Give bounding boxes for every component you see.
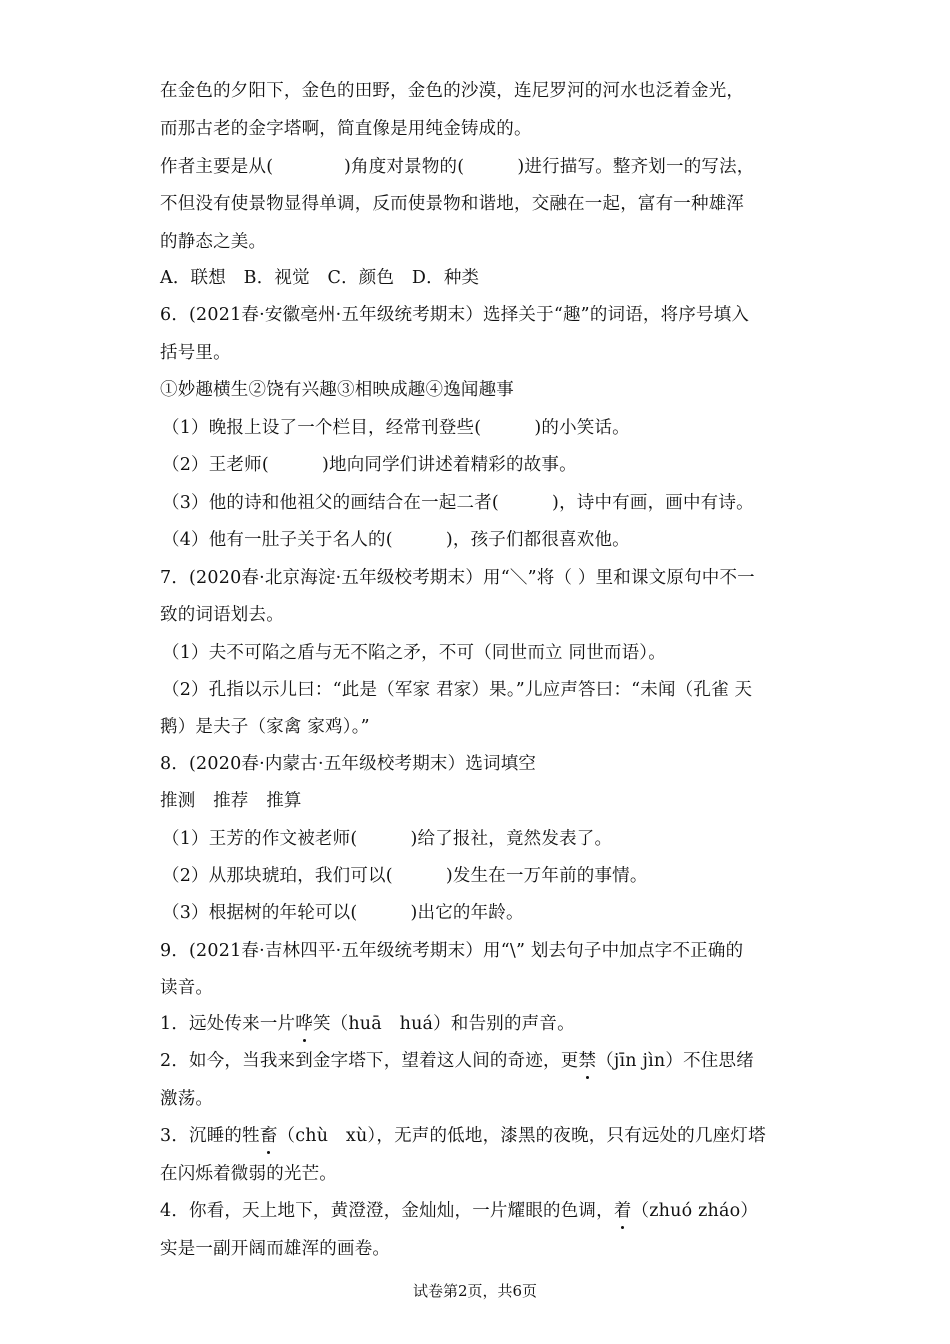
text-line: 致的词语划去。: [160, 605, 284, 625]
sub-question: [160, 1198, 800, 1224]
question-7-title: 7．(2020春·北京海淀·五年级校考期末）用“＼”将（ ）里和课文原句中不一: [160, 568, 755, 588]
text-segment: （chù xù），无声的低地，漆黑的夜晚，只有远处的几座灯塔: [277, 1126, 766, 1146]
sub-question: （3）他的诗和他祖父的画结合在一起二者( )，诗中有画，画中有诗。: [162, 493, 754, 513]
sub-question: [160, 1123, 800, 1149]
text-line: 而那古老的金字塔啊，简直像是用纯金铸成的。: [160, 119, 532, 139]
sub-question: （2）孔指以示儿曰：“此是（军家 君家）果。”儿应声答曰：“未闻（孔雀 天: [162, 680, 753, 700]
question-6-title: 6．(2021春·安徽亳州·五年级统考期末）选择关于“趣”的词语，将序号填入: [160, 305, 750, 325]
text-line: 的静态之美。: [160, 232, 267, 252]
word-options: ①妙趣横生②饶有兴趣③相映成趣④逸闻趣事: [160, 380, 514, 400]
sub-question: （2）从那块琥珀，我们可以( )发生在一万年前的事情。: [162, 866, 648, 886]
text-line: 激荡。: [160, 1089, 214, 1109]
sub-question: （2）王老师( )地向同学们讲述着精彩的故事。: [162, 455, 577, 475]
sub-question: [160, 1048, 800, 1074]
text-segment: 2．如今，当我来到金字塔下，望着这人间的奇迹，更: [160, 1051, 579, 1071]
sub-question: （4）他有一肚子关于名人的( )，孩子们都很喜欢他。: [162, 530, 630, 550]
page-footer: 试卷第2页，共6页: [412, 1282, 538, 1300]
sub-question: （1）夫不可陷之盾与无不陷之矛，不可（同世而立 同世而语）。: [162, 643, 666, 663]
text-segment: （jīn jìn）不住思绪: [596, 1051, 754, 1071]
word-options: 推测 推荐 推算: [160, 791, 302, 811]
question-9-title: 9．(2021春·吉林四平·五年级统考期末）用“\” 划去句子中加点字不正确的: [160, 941, 744, 961]
text-line: 读音。: [160, 978, 214, 998]
dotted-character: 哗: [295, 1011, 313, 1037]
sub-question: （3）根据树的年轮可以( )出它的年龄。: [162, 903, 524, 923]
text-line: 不但没有使景物显得单调，反而使景物和谐地，交融在一起，富有一种雄浑: [160, 194, 745, 214]
text-segment: （zhuó zháo）: [631, 1201, 759, 1221]
text-segment: 1．远处传来一片: [160, 1014, 296, 1034]
text-segment: 笑（huā huá）和告别的声音。: [312, 1014, 575, 1034]
text-line: 作者主要是从( )角度对景物的( )进行描写。整齐划一的写法，: [160, 157, 755, 177]
sub-question: （1）晚报上设了一个栏目，经常刊登些( )的小笑话。: [162, 418, 630, 438]
text-line: 鹅）是夫子（家禽 家鸡）。”: [160, 717, 370, 737]
sub-question: （1）王芳的作文被老师( )给了报社，竟然发表了。: [162, 829, 613, 849]
sub-question: [160, 1011, 800, 1037]
text-line: 在闪烁着微弱的光芒。: [160, 1164, 337, 1184]
dotted-character: 畜: [260, 1123, 278, 1149]
question-8-title: 8．(2020春·内蒙古·五年级校考期末）选词填空: [160, 754, 537, 774]
text-segment: 4．你看，天上地下，黄澄澄，金灿灿，一片耀眼的色调，: [160, 1201, 614, 1221]
text-line: 实是一副开阔而雄浑的画卷。: [160, 1239, 391, 1259]
answer-options: A．联想 B．视觉 C．颜色 D．种类: [160, 268, 480, 288]
text-line: 在金色的夕阳下，金色的田野，金色的沙漠，连尼罗河的河水也泛着金光，: [160, 81, 745, 101]
text-segment: 3．沉睡的牲: [160, 1126, 260, 1146]
dotted-character: 禁: [578, 1048, 596, 1074]
dotted-character: 着: [614, 1198, 632, 1224]
text-line: 括号里。: [160, 343, 231, 363]
